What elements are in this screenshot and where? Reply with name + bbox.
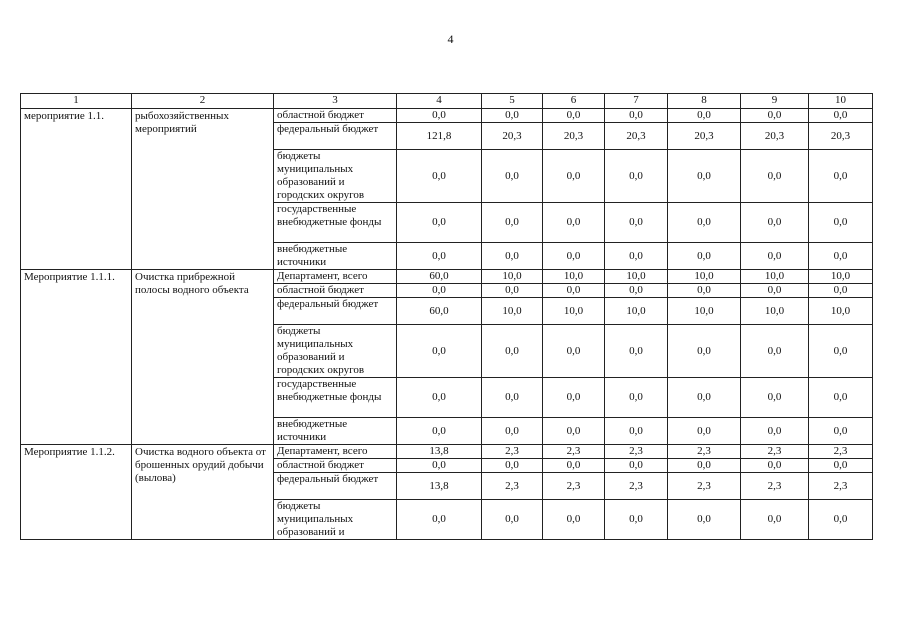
value-cell: 0,0 [668,203,741,243]
value-cell: 0,0 [482,203,543,243]
value-cell: 2,3 [482,473,543,500]
funding-source-cell: областной бюджет [274,284,397,298]
value-cell: 0,0 [605,418,668,445]
value-cell: 2,3 [668,445,741,459]
value-cell: 2,3 [668,473,741,500]
funding-source-cell: бюджеты муниципальных образований и [274,500,397,540]
value-cell: 13,8 [397,473,482,500]
event-name-cell: Мероприятие 1.1.1. [21,270,132,445]
value-cell: 0,0 [397,418,482,445]
value-cell: 0,0 [741,284,809,298]
event-name-cell: мероприятие 1.1. [21,109,132,270]
value-cell: 20,3 [668,123,741,150]
table-row [21,445,873,459]
value-cell: 0,0 [543,203,605,243]
value-cell: 2,3 [605,445,668,459]
value-cell: 0,0 [809,459,873,473]
value-cell: 10,0 [482,270,543,284]
value-cell: 0,0 [741,243,809,270]
value-cell: 0,0 [605,378,668,418]
value-cell: 0,0 [668,418,741,445]
column-header: 9 [741,94,809,109]
funding-source-cell: федеральный бюджет [274,123,397,150]
value-cell: 10,0 [668,298,741,325]
value-cell: 0,0 [543,325,605,378]
value-cell: 0,0 [397,459,482,473]
value-cell: 0,0 [543,150,605,203]
funding-source-cell: Департамент, всего [274,270,397,284]
value-cell: 13,8 [397,445,482,459]
value-cell: 10,0 [668,270,741,284]
value-cell: 0,0 [605,243,668,270]
funding-source-cell: областной бюджет [274,459,397,473]
value-cell: 10,0 [482,298,543,325]
value-cell: 0,0 [741,203,809,243]
value-cell: 60,0 [397,270,482,284]
value-cell: 0,0 [741,500,809,540]
value-cell: 0,0 [543,243,605,270]
value-cell: 0,0 [397,243,482,270]
column-header: 1 [21,94,132,109]
value-cell: 20,3 [809,123,873,150]
value-cell: 0,0 [482,500,543,540]
table-row [21,109,873,123]
funding-source-cell: государственные внебюджетные фонды [274,203,397,243]
value-cell: 0,0 [809,150,873,203]
value-cell: 10,0 [809,270,873,284]
value-cell: 0,0 [668,284,741,298]
value-cell: 0,0 [605,459,668,473]
value-cell: 0,0 [741,459,809,473]
value-cell: 2,3 [741,473,809,500]
funding-source-cell: областной бюджет [274,109,397,123]
table-row [21,270,873,284]
value-cell: 0,0 [605,109,668,123]
value-cell: 0,0 [482,418,543,445]
value-cell: 10,0 [741,270,809,284]
value-cell: 0,0 [741,150,809,203]
value-cell: 0,0 [482,150,543,203]
value-cell: 0,0 [741,418,809,445]
column-header: 3 [274,94,397,109]
value-cell: 10,0 [543,270,605,284]
funding-source-cell: государственные внебюджетные фонды [274,378,397,418]
value-cell: 0,0 [543,500,605,540]
value-cell: 0,0 [397,109,482,123]
value-cell: 0,0 [482,378,543,418]
value-cell: 0,0 [482,459,543,473]
value-cell: 20,3 [741,123,809,150]
value-cell: 20,3 [605,123,668,150]
value-cell: 0,0 [809,378,873,418]
value-cell: 0,0 [397,203,482,243]
funding-source-cell: внебюджетные источники [274,243,397,270]
table-header [21,94,873,109]
value-cell: 0,0 [482,284,543,298]
budget-table [20,93,873,540]
value-cell: 121,8 [397,123,482,150]
funding-source-cell: федеральный бюджет [274,473,397,500]
table-body [21,109,873,540]
column-header: 10 [809,94,873,109]
funding-source-cell: Департамент, всего [274,445,397,459]
funding-source-cell: федеральный бюджет [274,298,397,325]
value-cell: 0,0 [605,325,668,378]
value-cell: 0,0 [543,418,605,445]
page-number: 4 [447,32,454,46]
value-cell: 10,0 [741,298,809,325]
value-cell: 2,3 [482,445,543,459]
column-header: 4 [397,94,482,109]
value-cell: 0,0 [605,203,668,243]
event-description-cell: Очистка водного объекта от брошенных орудий добычи (вылова) [132,445,274,540]
event-name-cell: Мероприятие 1.1.2. [21,445,132,540]
value-cell: 0,0 [543,284,605,298]
value-cell: 0,0 [668,325,741,378]
value-cell: 0,0 [809,284,873,298]
value-cell: 0,0 [668,243,741,270]
value-cell: 0,0 [668,109,741,123]
value-cell: 0,0 [809,109,873,123]
value-cell: 20,3 [482,123,543,150]
value-cell: 10,0 [605,298,668,325]
value-cell: 0,0 [397,150,482,203]
value-cell: 0,0 [397,378,482,418]
value-cell: 0,0 [543,459,605,473]
value-cell: 0,0 [668,150,741,203]
value-cell: 0,0 [482,109,543,123]
value-cell: 0,0 [809,243,873,270]
value-cell: 0,0 [397,284,482,298]
value-cell: 0,0 [741,325,809,378]
value-cell: 0,0 [482,243,543,270]
value-cell: 0,0 [809,418,873,445]
value-cell: 2,3 [543,445,605,459]
value-cell: 0,0 [809,500,873,540]
funding-source-cell: внебюджетные источники [274,418,397,445]
value-cell: 0,0 [397,325,482,378]
value-cell: 0,0 [605,500,668,540]
column-header: 6 [543,94,605,109]
value-cell: 0,0 [668,378,741,418]
value-cell: 10,0 [605,270,668,284]
value-cell: 2,3 [741,445,809,459]
value-cell: 0,0 [741,109,809,123]
value-cell: 60,0 [397,298,482,325]
value-cell: 0,0 [543,109,605,123]
value-cell: 2,3 [809,445,873,459]
column-header: 2 [132,94,274,109]
value-cell: 20,3 [543,123,605,150]
value-cell: 0,0 [605,284,668,298]
column-header: 7 [605,94,668,109]
value-cell: 0,0 [668,500,741,540]
value-cell: 2,3 [543,473,605,500]
value-cell: 0,0 [605,150,668,203]
value-cell: 2,3 [809,473,873,500]
funding-source-cell: бюджеты муниципальных образований и городских округов [274,150,397,203]
funding-source-cell: бюджеты муниципальных образований и городских округов [274,325,397,378]
column-header: 5 [482,94,543,109]
value-cell: 0,0 [543,378,605,418]
value-cell: 2,3 [605,473,668,500]
value-cell: 0,0 [668,459,741,473]
value-cell: 0,0 [482,325,543,378]
value-cell: 0,0 [809,203,873,243]
column-header: 8 [668,94,741,109]
value-cell: 10,0 [809,298,873,325]
value-cell: 0,0 [741,378,809,418]
event-description-cell: Очистка прибрежной полосы водного объекта [132,270,274,445]
event-description-cell: рыбохозяйственных мероприятий [132,109,274,270]
value-cell: 0,0 [809,325,873,378]
value-cell: 10,0 [543,298,605,325]
value-cell: 0,0 [397,500,482,540]
column-number-row [21,94,873,109]
